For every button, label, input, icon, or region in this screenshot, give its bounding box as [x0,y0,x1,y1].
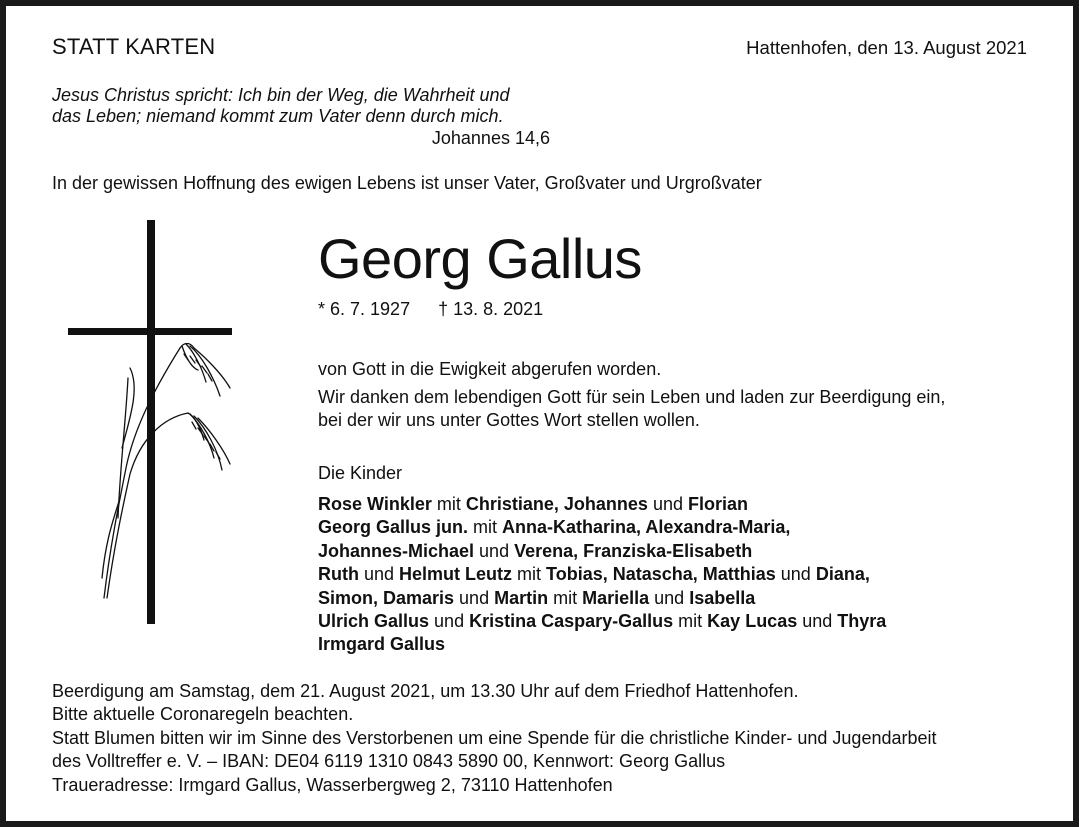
family-member-name: Verena, Franziska-Elisabeth [514,540,753,561]
family-heading: Die Kinder [318,463,403,483]
message-line: Wir danken dem lebendigen Gott für sein Leben und laden zur Beerdigung ein, [318,387,946,407]
verse-reference: Johannes 14,6 [431,128,550,148]
family-member-name: Thyra [837,611,887,632]
verse-line: das Leben; niemand kommt zum Vater denn durch mich. [52,106,504,126]
family-list [318,493,886,657]
mourning-address: Traueradresse: Irmgard Gallus, Wasserbergweg 2, 73110 Hattenhofen [52,774,613,795]
family-member-name: Ulrich Gallus [318,611,430,632]
family-connector: und [474,540,515,561]
family-line [318,540,886,563]
family-connector: und [797,611,838,632]
family-member-name: Kay Lucas [707,611,798,632]
family-line [318,563,886,586]
message-line: von Gott in die Ewigkeit abgerufen worden. [318,359,662,379]
header-statt-karten: STATT KARTEN [52,34,216,59]
family-member-name: Mariella [582,587,650,608]
family-connector: und [649,587,690,608]
funeral-info: Beerdigung am Samstag, dem 21. August 2021, um 13.30 Uhr auf dem Friedhof Hattenhofen. [52,681,799,701]
deceased-name: Georg Gallus [318,227,642,290]
family-member-name: Florian [687,494,748,514]
message-paragraph [318,386,945,432]
verse-line: Jesus Christus spricht: Ich bin der Weg, die Wahrheit und [52,85,510,105]
family-member-name: Diana, [815,564,870,585]
family-member-name: Ruth [318,564,359,585]
family-connector: und [454,587,495,608]
family-member-name: Tobias, Natascha, Matthias [546,564,776,585]
family-connector: mit [548,587,583,608]
family-line [318,516,886,539]
intro-text: In der gewissen Hoffnung des ewigen Lebens ist unser Vater, Großvater und Urgroßvater [52,173,762,193]
family-connector: und [358,564,400,585]
family-line [318,493,886,516]
message-line: bei der wir uns unter Gottes Wort stellen wollen. [318,410,700,430]
family-member-name: Christiane, Johannes [465,494,648,514]
donation-info: des Volltreffer e. V. – IBAN: DE04 6119 1310 0843 5890 00, Kennwort: Georg Gallus [52,751,726,772]
birth-date: * 6. 7. 1927 [318,299,411,319]
family-connector: und [647,494,688,514]
cross-with-wheat-icon [60,218,250,628]
family-member-name: Irmgard Gallus [318,634,446,655]
death-date: † 13. 8. 2021 [438,299,544,319]
family-connector: und [429,611,470,632]
family-member-name: Martin [494,587,549,608]
family-line [318,633,886,656]
family-member-name: Anna-Katharina, Alexandra-Maria, [502,517,791,538]
header-place-date: Hattenhofen, den 13. August 2021 [746,37,1027,58]
family-member-name: Simon, Damaris [318,587,455,608]
family-member-name: Georg Gallus jun. [318,517,469,538]
footer-info [52,680,937,797]
life-dates [318,299,543,320]
family-member-name: Helmut Leutz [399,564,513,585]
family-member-name: Johannes-Michael [318,540,475,561]
donation-info: Statt Blumen bitten wir im Sinne des Verstorbenen um eine Spende für die christliche Kinder- und Jugendarbeit [52,727,937,748]
family-member-name: Isabella [689,587,756,608]
family-connector: mit [468,517,503,538]
family-member-name: Rose Winkler [318,494,432,514]
family-connector: und [775,564,816,585]
family-connector: mit [512,564,547,585]
bible-verse [52,85,510,127]
family-line [318,610,886,633]
family-connector: mit [673,611,708,632]
family-connector: mit [431,494,466,514]
family-member-name: Kristina Caspary-Gallus [469,611,674,632]
corona-note: Bitte aktuelle Coronaregeln beachten. [52,704,354,725]
family-line [318,587,886,610]
